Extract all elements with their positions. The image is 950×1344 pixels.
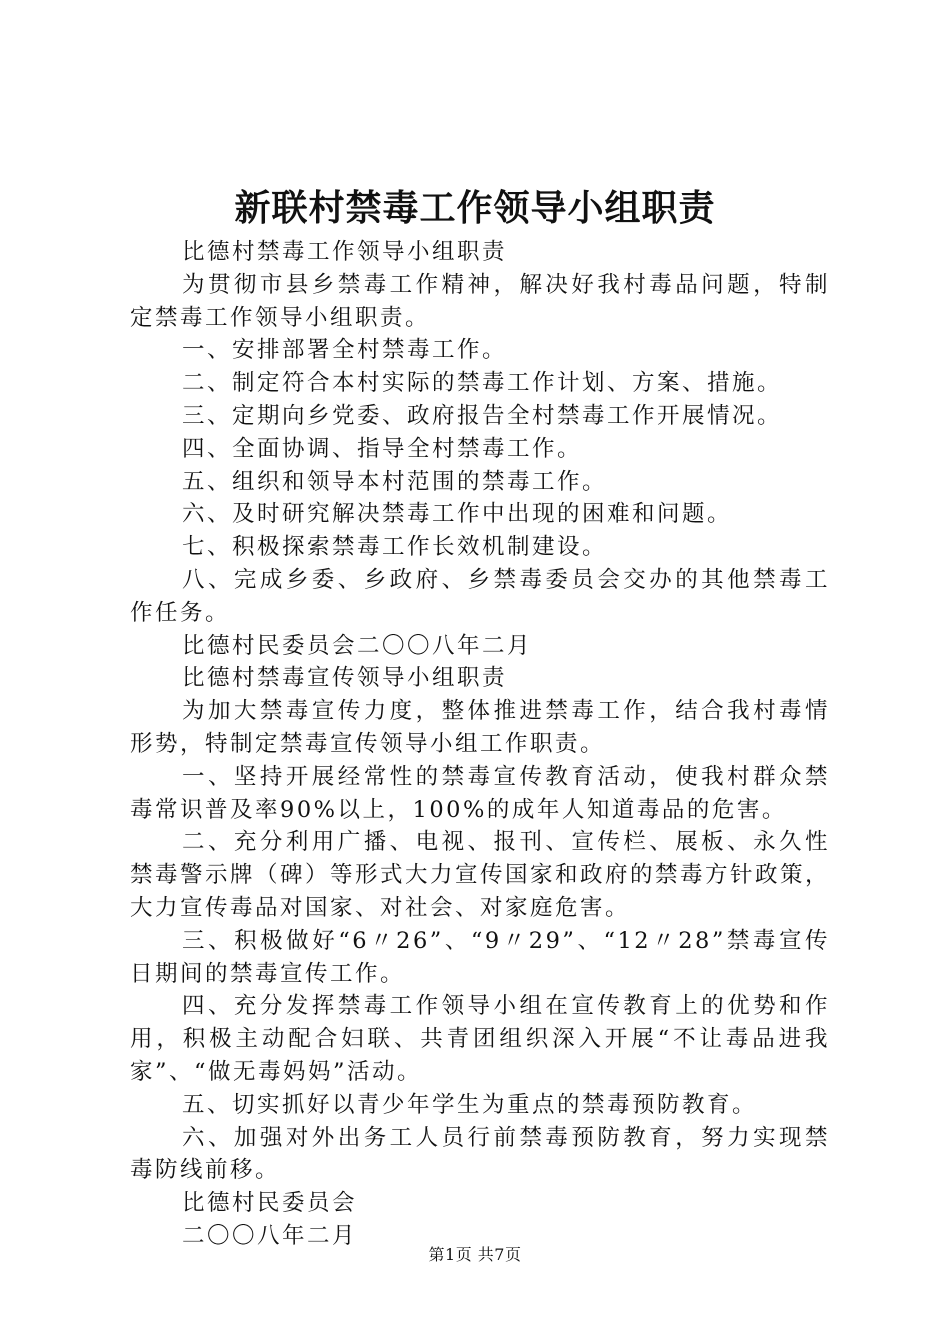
paragraph-item-2-3: 三、积极做好“6〃26”、“9〃29”、“12〃28”禁毒宣传日期间的禁毒宣传工作。 xyxy=(130,927,830,987)
paragraph-item-2-6: 六、加强对外出务工人员行前禁毒预防教育，努力实现禁毒防线前移。 xyxy=(130,1124,830,1184)
paragraph-item-1-2: 二、制定符合本村实际的禁毒工作计划、方案、措施。 xyxy=(182,370,783,397)
paragraph-intro-2: 为加大禁毒宣传力度，整体推进禁毒工作，结合我村毒情形势，特制定禁毒宣传领导小组工作职责。 xyxy=(130,698,830,757)
paragraph-item-2-1: 一、坚持开展经常性的禁毒宣传教育活动，使我村群众禁毒常识普及率90%以上，100%的成年人知道毒品的危害。 xyxy=(130,763,830,823)
page-number-footer: 第1页 共7页 xyxy=(428,1245,522,1264)
paragraph-section-title-2: 比德村禁毒宣传领导小组职责 xyxy=(182,665,508,692)
paragraph-signature-1: 比德村民委员会二〇〇八年二月 xyxy=(182,632,533,659)
paragraph-item-2-2: 二、充分利用广播、电视、报刊、宣传栏、展板、永久性禁毒警示牌（碑）等形式大力宣传国家和政府的禁毒方针政策，大力宣传毒品对国家、对社会、对家庭危害。 xyxy=(130,829,831,921)
paragraph-item-1-8: 八、完成乡委、乡政府、乡禁毒委员会交办的其他禁毒工作任务。 xyxy=(130,566,830,626)
paragraph-item-1-3: 三、定期向乡党委、政府报告全村禁毒工作开展情况。 xyxy=(182,402,783,429)
paragraph-signature-org-2: 比德村民委员会 xyxy=(182,1190,358,1217)
paragraph-item-2-4: 四、充分发挥禁毒工作领导小组在宣传教育上的优势和作用，积极主动配合妇联、共青团组织深入开展“不让毒品进我家”、“做无毒妈妈”活动。 xyxy=(130,993,830,1085)
paragraph-item-1-4: 四、全面协调、指导全村禁毒工作。 xyxy=(182,435,583,462)
document-body xyxy=(130,236,830,1253)
paragraph-item-1-7: 七、积极探索禁毒工作长效机制建设。 xyxy=(182,534,608,561)
paragraph-item-1-6: 六、及时研究解决禁毒工作中出现的困难和问题。 xyxy=(182,501,733,528)
document-title: 新联村禁毒工作领导小组职责 xyxy=(234,187,716,229)
paragraph-item-1-5: 五、组织和领导本村范围的禁毒工作。 xyxy=(182,468,608,495)
paragraph-item-1-1: 一、安排部署全村禁毒工作。 xyxy=(182,337,508,364)
paragraph-item-2-5: 五、切实抓好以青少年学生为重点的禁毒预防教育。 xyxy=(182,1091,758,1118)
paragraph-section-title-1: 比德村禁毒工作领导小组职责 xyxy=(182,239,508,265)
paragraph-signature-date-2: 二〇〇八年二月 xyxy=(182,1222,358,1249)
paragraph-intro-1: 为贯彻市县乡禁毒工作精神，解决好我村毒品问题，特制定禁毒工作领导小组职责。 xyxy=(130,271,830,331)
